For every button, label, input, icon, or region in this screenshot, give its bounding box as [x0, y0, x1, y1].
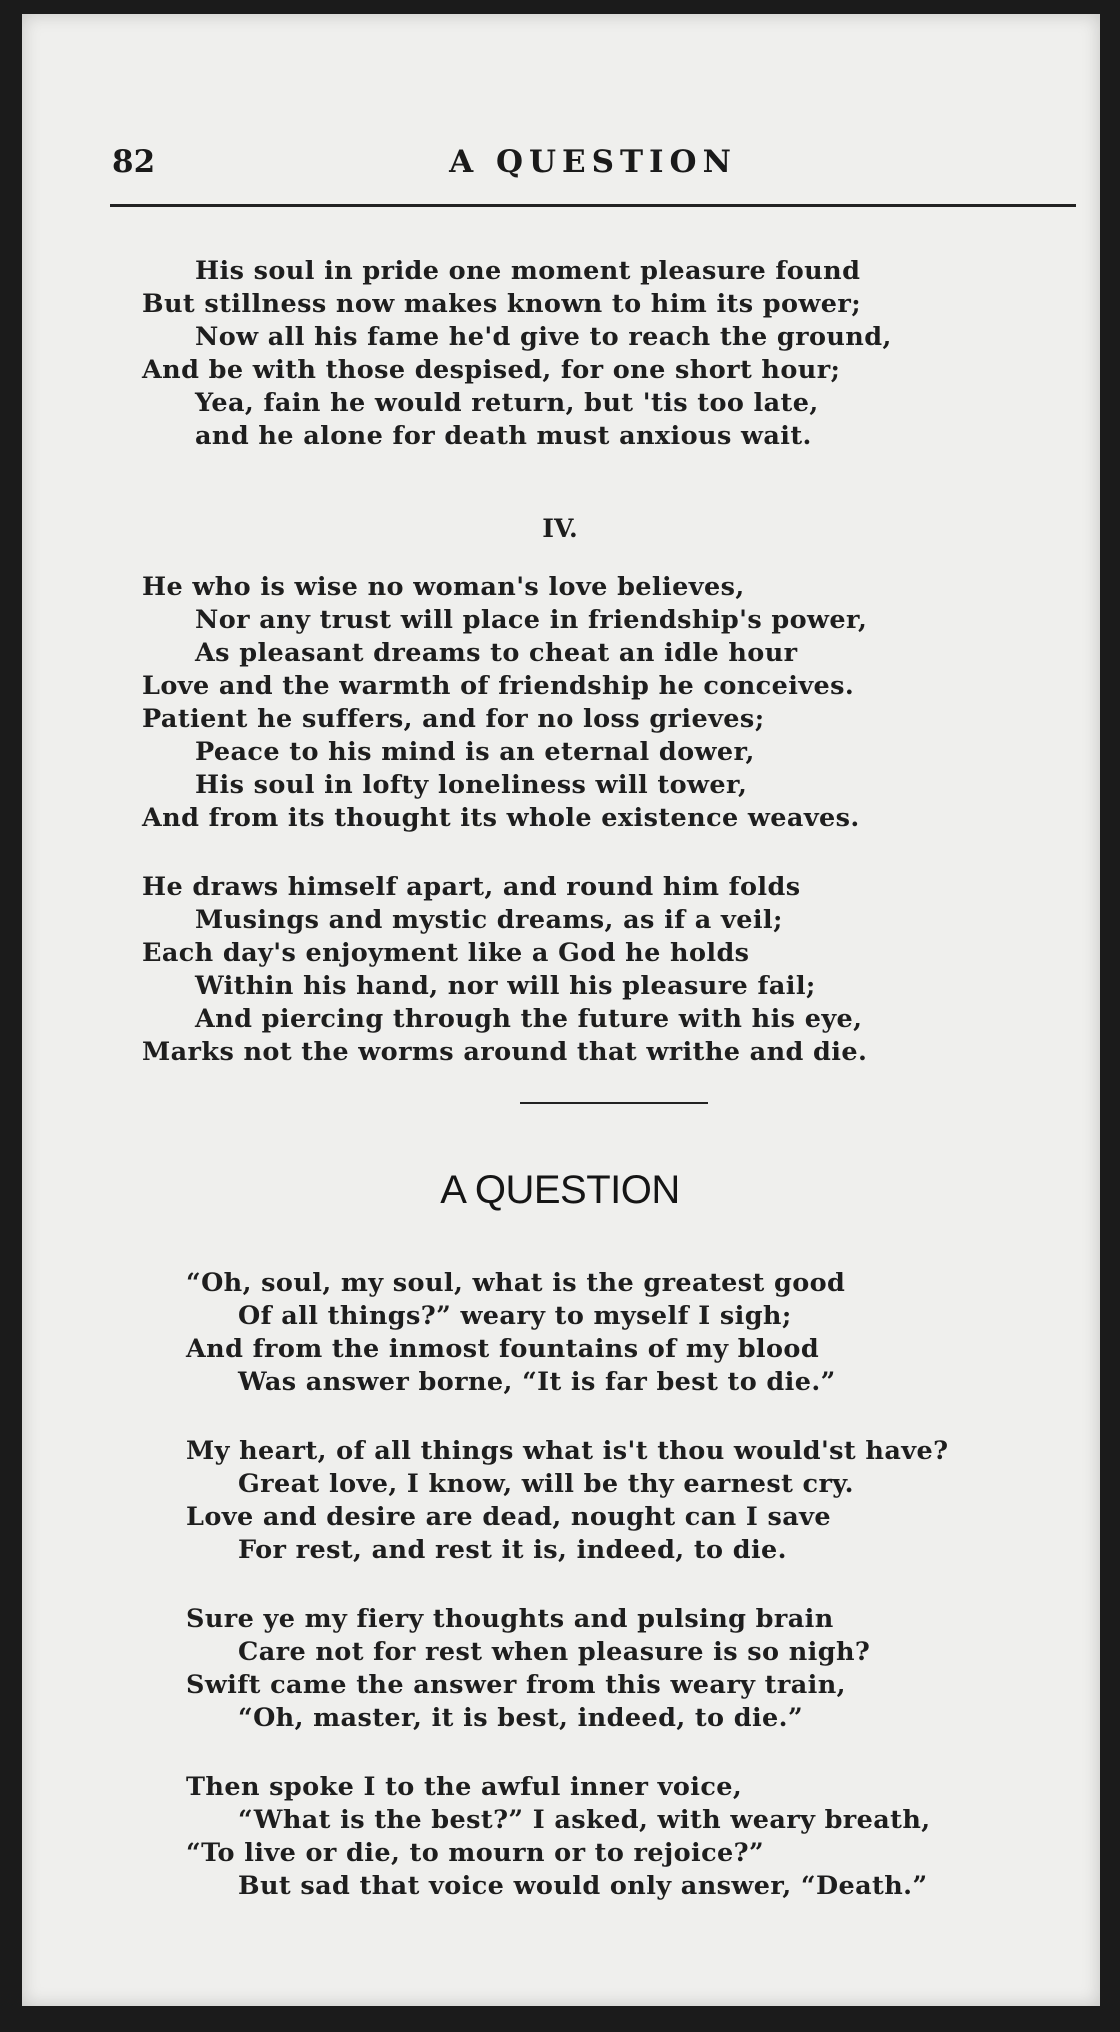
poem-line: He who is wise no woman's love believes,	[142, 572, 745, 602]
poem-line: and he alone for death must anxious wait.	[195, 421, 812, 451]
poem-line: His soul in pride one moment pleasure found	[195, 256, 861, 286]
poem-line: His soul in lofty loneliness will tower,	[195, 770, 748, 800]
poem-line: Yea, fain he would return, but 'tis too late,	[195, 388, 819, 418]
poem-line: Swift came the answer from this weary train,	[186, 1670, 846, 1700]
poem-line: Within his hand, nor will his pleasure fail;	[195, 971, 816, 1001]
running-head: A QUESTION	[449, 144, 737, 180]
poem-line: “Oh, soul, my soul, what is the greatest good	[186, 1268, 846, 1298]
poem-line: And from its thought its whole existence weaves.	[142, 803, 860, 833]
poem-line: Each day's enjoyment like a God he holds	[142, 938, 750, 968]
poem-line: For rest, and rest it is, indeed, to die.	[238, 1535, 787, 1565]
poem-line: As pleasant dreams to cheat an idle hour	[195, 638, 798, 668]
poem-line: Now all his fame he'd give to reach the ground,	[195, 322, 892, 352]
poem-line: Love and the warmth of friendship he conceives.	[142, 671, 855, 701]
header-rule	[110, 204, 1076, 207]
poem-line: Care not for rest when pleasure is so nigh?	[238, 1637, 871, 1667]
poem-line: Musings and mystic dreams, as if a veil;	[195, 905, 783, 935]
poem-line: But stillness now makes known to him its power;	[142, 289, 862, 319]
poem-line: He draws himself apart, and round him folds	[142, 872, 801, 902]
section-divider	[520, 1102, 708, 1104]
poem-line: Sure ye my fiery thoughts and pulsing brain	[186, 1604, 834, 1634]
poem-line: Marks not the worms around that writhe and die.	[142, 1037, 868, 1067]
section-number: IV.	[542, 514, 578, 543]
poem-line: Of all things?” weary to myself I sigh;	[238, 1301, 792, 1331]
poem-line: Patient he suffers, and for no loss grieves;	[142, 704, 765, 734]
poem-line: But sad that voice would only answer, “Death.”	[238, 1871, 928, 1901]
page-header	[112, 144, 1074, 190]
poem-line: Nor any trust will place in friendship's power,	[195, 605, 868, 635]
page-number: 82	[112, 144, 156, 180]
poem-line: Peace to his mind is an eternal dower,	[195, 737, 755, 767]
poem-line: “Oh, master, it is best, indeed, to die.”	[238, 1703, 804, 1733]
poem-line: Was answer borne, “It is far best to die.”	[238, 1367, 836, 1397]
poem-line: Then spoke I to the awful inner voice,	[186, 1772, 743, 1802]
poem-line: And piercing through the future with his eye,	[195, 1004, 863, 1034]
poem-line: Great love, I know, will be thy earnest cry.	[238, 1469, 854, 1499]
poem-line: And be with those despised, for one short hour;	[142, 355, 841, 385]
poem-line: And from the inmost fountains of my blood	[186, 1334, 820, 1364]
poem-title: A QUESTION	[440, 1168, 680, 1212]
poem-line: Love and desire are dead, nought can I save	[186, 1502, 831, 1532]
poem-line: My heart, of all things what is't thou would'st have?	[186, 1436, 949, 1466]
poem-line: “What is the best?” I asked, with weary breath,	[238, 1805, 931, 1835]
poem-line: “To live or die, to mourn or to rejoice?”	[186, 1838, 765, 1868]
